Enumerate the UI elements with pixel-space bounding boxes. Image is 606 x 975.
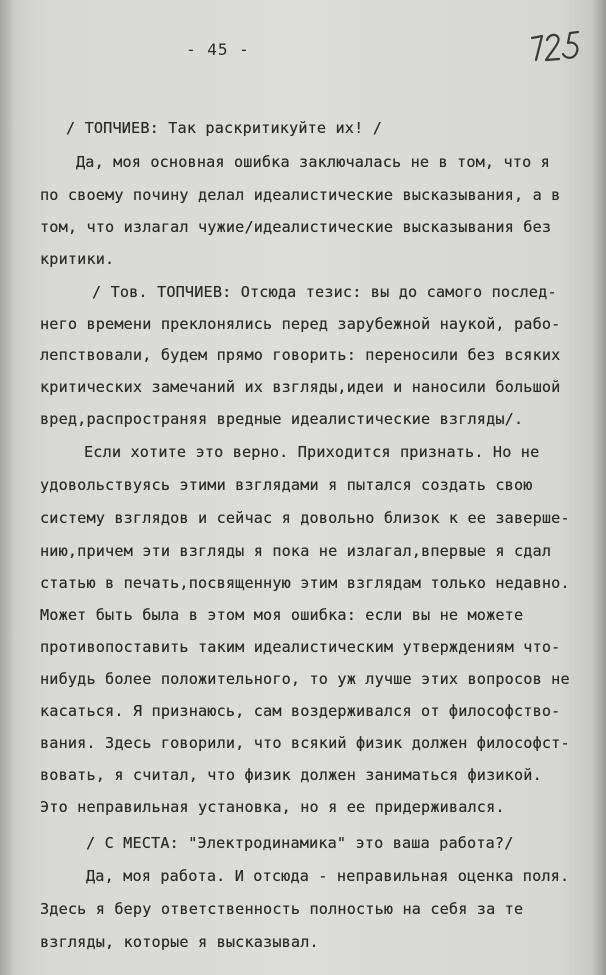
remark-topchiev-1: / ТОПЧИЕВ: Так раскритикуйте их! / [66,119,382,137]
text-line: нию,причем эти взгляды я пока не излагал,впервые я сдал [40,542,552,560]
text-line: по своему почину делал идеалистические высказывания, а в [40,186,561,204]
text-line: Может быть была в этом моя ошибка: если вы не можете [40,606,524,624]
text-line: критических замечаний их взгляды,идеи и наносили большой [40,378,561,396]
text-line: удовольствуясь этими взглядами я пытался создать свою [40,476,533,494]
text-line: статью в печать,посвященную этим взглядам только недавно. [40,574,570,592]
remark-from-floor: / С МЕСТА: "Электродинамика" это ваша работа?/ [86,834,514,852]
text-line: нибудь более положительного, то уж лучше этих вопросов не [40,670,570,688]
text-line: вовать, я считал, что физик должен заниматься физикой. [40,766,542,784]
text-line: Если хотите это верно. Приходится признать. Но не [84,443,540,461]
text-line: том, что излагал чужие/идеалистические высказывания без [40,218,552,236]
text-line: систему взглядов и сейчас я довольно близок к ее заверше- [40,509,570,527]
text-line: противопоставить таким идеалистическим утверждениям что- [40,638,561,656]
text-line: взгляды, которые я высказывал. [40,933,319,951]
text-line: Это неправильная установка, но я ее придерживался. [40,798,505,816]
remark-topchiev-2: / Тов. ТОПЧИЕВ: Отсюда тезис: вы до самого послед- [92,283,557,301]
text-line: Да, моя работа. И отсюда - неправильная оценка поля. [86,867,570,885]
text-line: лепствовали, будем прямо говорить: переносили без всяких [40,346,561,364]
text-line: Да, моя основная ошибка заключалась не в том, что я [76,153,550,171]
text-line: критики. [40,250,115,268]
text-line: вред,распространяя вредные идеалистические взгляды/. [40,410,524,428]
text-line: него времени преклонялись перед зарубежной наукой, рабо- [40,315,561,333]
text-line: касаться. Я признаюсь, сам воздерживался от философство- [40,702,561,720]
text-line: Здесь я беру ответственность полностью на себя за те [40,900,524,918]
text-line: вания. Здесь говорили, что всякий физик должен философст- [40,734,570,752]
page-edge-shadow-left [0,0,14,975]
page-number: - 45 - [186,40,250,59]
handwritten-archive-number [528,26,584,68]
page-edge-shadow-right [592,0,606,975]
